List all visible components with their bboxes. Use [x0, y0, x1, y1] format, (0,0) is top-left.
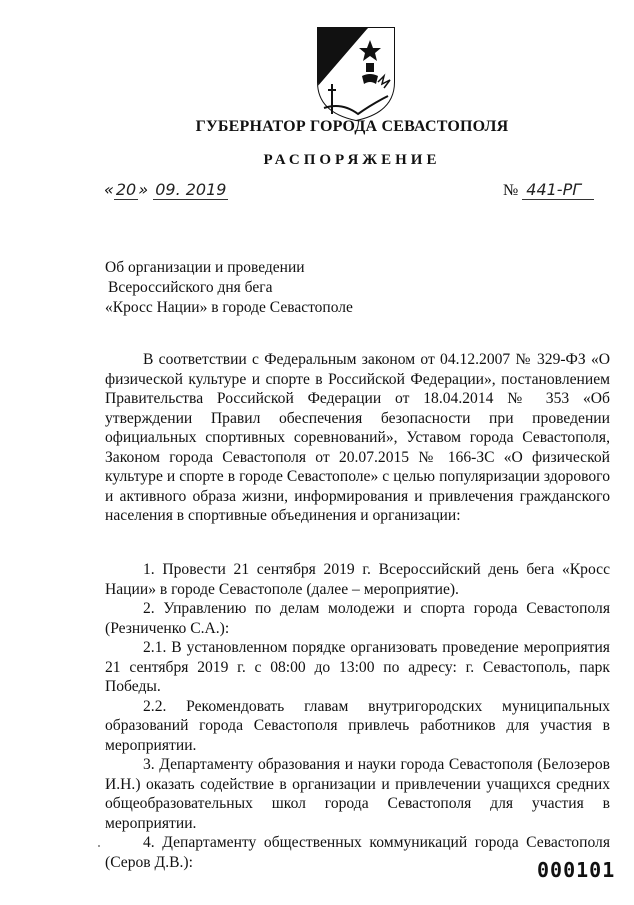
governor-title: ГУБЕРНАТОР ГОРОДА СЕВАСТОПОЛЯ [195, 118, 509, 135]
order-item: 2. Управлению по делам молодежи и спорта города Севастополя (Резниченко С.А.): [105, 600, 610, 637]
date-day: 20 [115, 180, 137, 199]
subject-line: Об организации и проведении [105, 259, 305, 276]
order-item: 2.2. Рекомендовать главам внутригородских муниципальных образований города Севастополя привлечь работников для участия в мероприятии. [105, 697, 610, 754]
sevastopol-coat-of-arms-icon [312, 24, 400, 122]
serial-number-stamp: 000101 [537, 858, 616, 882]
number-value: 441-РГ [522, 180, 594, 200]
preamble-section [105, 350, 610, 526]
order-item: 1. Провести 21 сентября 2019 г. Всероссийский день бега «Кросс Нации» в городе Севастополе (далее – мероприятие). [105, 561, 610, 598]
order-items [105, 560, 610, 872]
preamble-paragraph: В соответствии с Федеральным законом от 04.12.2007 № 329-ФЗ «О физической культуре и спорте в Российской Федерации», постановлением Правительства Российской Федерации от 18.04.2014 № 353 «Об утверждении Правил обеспечения безопасности при проведении официальных спортивных соревнований», Уставом города Севастополя, Законом города Севастополя от 20.07.2015 № 166-ЗС «О физической культуре и спорте в городе Севастополе» с целью популяризации здорового и активного образа жизни, информирования и привлечения гражданского населения в спортивные объединения и организации: [105, 351, 610, 524]
date-close-quote: » [138, 180, 149, 199]
order-item: 3. Департаменту образования и науки города Севастополя (Белозеров И.Н.) оказать содействие в организации и привлечении учащихся средних общеобразовательных школ города Севастополя для участия в мероприятии. [105, 756, 610, 832]
document-type: РАСПОРЯЖЕНИЕ [263, 152, 441, 168]
order-item: 4. Департаменту общественных коммуникаций города Севастополя (Серов Д.В.): [105, 834, 610, 871]
document-date [104, 180, 228, 200]
scan-speck [98, 845, 100, 847]
subject-line: Всероссийского дня бега [108, 279, 273, 296]
order-item: 2.1. В установленном порядке организовать проведение мероприятия 21 сентября 2019 г. с 08:00 до 13:00 по адресу: г. Севастополь, парк Победы. [105, 639, 610, 695]
date-open-quote: « [104, 180, 114, 199]
document-subject [105, 258, 353, 318]
subject-line: «Кросс Нации» в городе Севастополе [105, 299, 353, 316]
document-number [503, 180, 594, 200]
date-month-year: 09. 2019 [155, 180, 227, 199]
number-prefix: № [503, 182, 519, 199]
